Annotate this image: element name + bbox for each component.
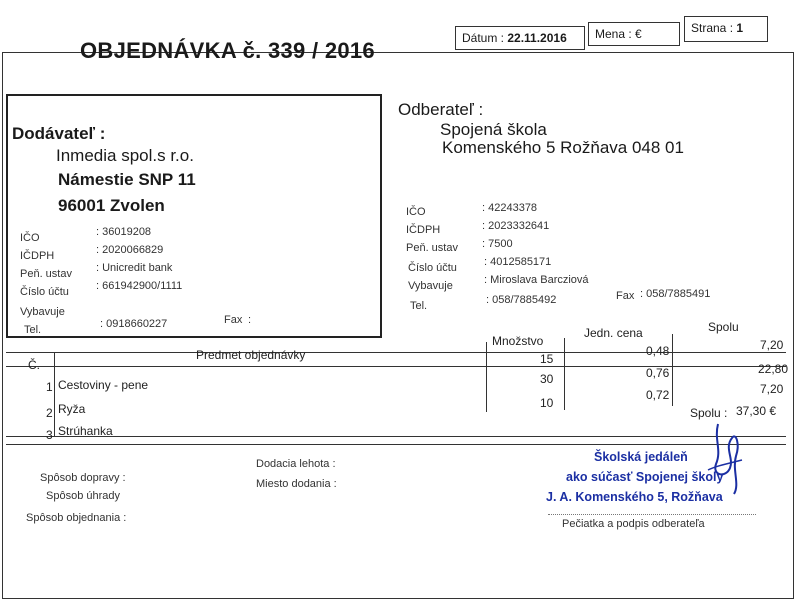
supplier-city: 96001 Zvolen <box>58 196 165 215</box>
date-box <box>455 26 585 50</box>
delivery-term-label: Dodacia lehota : <box>256 458 336 470</box>
supplier-name: Inmedia spol.s r.o. <box>56 146 194 165</box>
supplier-icdph-label: IČDPH <box>20 250 55 262</box>
customer-icdph-label: IČDPH <box>406 224 441 236</box>
col-header-no: Č. <box>28 358 40 372</box>
row-3-price: 0,72 <box>646 388 670 402</box>
col-header-item: Predmet objednávky <box>196 348 306 362</box>
supplier-ico-label: IČO <box>20 232 40 244</box>
customer-bank-label: Peň. ustav <box>406 242 458 254</box>
supplier-heading: Dodávateľ : <box>12 124 106 143</box>
delivery-place-label: Miesto dodania : <box>256 478 337 490</box>
customer-fax-value: : 058/7885491 <box>640 288 711 300</box>
customer-tel-value: : 058/7885492 <box>486 294 557 306</box>
customer-heading: Odberateľ : <box>398 100 484 119</box>
col-price-divider <box>564 338 565 410</box>
row-3-item: Strúhanka <box>58 424 113 438</box>
row-1-qty: 15 <box>540 352 554 366</box>
signature-label: Pečiatka a podpis odberateľa <box>562 518 705 530</box>
stamp-line-3: J. A. Komenského 5, Rožňava <box>546 490 723 504</box>
row-1-item: Cestoviny - pene <box>58 378 149 392</box>
row-1-price: 0,48 <box>646 344 670 358</box>
supplier-account-value: : 661942900/1111 <box>96 280 183 292</box>
supplier-ico-value: : 36019208 <box>96 226 152 238</box>
table-footer-rule <box>6 444 786 445</box>
stamp-line-1: Školská jedáleň <box>594 450 688 464</box>
supplier-tel-value: : 0918660227 <box>100 318 168 330</box>
customer-fax-label: Fax <box>616 290 635 302</box>
currency-label: Mena : <box>595 27 632 41</box>
customer-address: Komenského 5 Rožňava 048 01 <box>442 138 684 157</box>
supplier-account-label: Číslo účtu <box>20 286 69 298</box>
customer-contact-value: : Miroslava Barcziová <box>484 274 589 286</box>
row-2-qty: 30 <box>540 372 554 386</box>
transport-label: Spôsob dopravy : <box>40 472 126 484</box>
supplier-bank-value: : Unicredit bank <box>96 262 173 274</box>
customer-ico-label: IČO <box>406 206 426 218</box>
date-label: Dátum : <box>462 31 505 45</box>
page-value: 1 <box>736 21 744 35</box>
page-box <box>684 16 768 42</box>
supplier-contact-label: Vybavuje <box>20 306 65 318</box>
row-2-total: 22,80 <box>758 362 789 376</box>
customer-tel-label: Tel. <box>410 300 428 312</box>
col-header-price: Jedn. cena <box>584 326 643 340</box>
sum-value: 37,30 € <box>736 404 777 418</box>
table-bottom-rule <box>6 436 786 437</box>
order-method-label: Spôsob objednania : <box>26 512 127 524</box>
col-total-divider <box>672 334 673 406</box>
col-no-divider <box>54 352 55 436</box>
customer-name: Spojená škola <box>440 120 547 139</box>
row-3-qty: 10 <box>540 396 554 410</box>
handwritten-signature <box>696 420 756 500</box>
page-label: Strana : <box>691 21 734 35</box>
signature-line <box>548 514 756 515</box>
supplier-icdph-value: : 2020066829 <box>96 244 164 256</box>
supplier-bank-label: Peň. ustav <box>20 268 72 280</box>
col-header-qty: Množstvo <box>492 334 544 348</box>
stamp-line-2: ako súčasť Spojenej školy <box>566 470 724 484</box>
row-1-no: 1 <box>46 380 53 394</box>
col-header-total: Spolu <box>708 320 739 334</box>
sum-label: Spolu : <box>690 406 728 420</box>
order-title: OBJEDNÁVKA č. 339 / 2016 <box>80 38 375 63</box>
row-3-total: 7,20 <box>760 382 784 396</box>
row-2-item: Ryža <box>58 402 86 416</box>
customer-bank-value: : 7500 <box>482 238 513 250</box>
row-2-price: 0,76 <box>646 366 670 380</box>
customer-ico-value: : 42243378 <box>482 202 538 214</box>
currency-box <box>588 22 680 46</box>
customer-contact-label: Vybavuje <box>408 280 453 292</box>
col-qty-divider <box>486 342 487 412</box>
customer-icdph-value: : 2023332641 <box>482 220 550 232</box>
row-2-no: 2 <box>46 406 53 420</box>
payment-label: Spôsob úhrady <box>46 490 120 502</box>
date-value: 22.11.2016 <box>507 31 567 45</box>
supplier-tel-label: Tel. <box>24 324 42 336</box>
supplier-fax-value: : <box>248 314 252 326</box>
customer-account-label: Číslo účtu <box>408 262 457 274</box>
currency-value: € <box>635 27 642 41</box>
supplier-street: Námestie SNP 11 <box>58 170 196 189</box>
customer-account-value: : 4012585171 <box>484 256 552 268</box>
row-3-no: 3 <box>46 428 53 442</box>
row-1-total: 7,20 <box>760 338 784 352</box>
supplier-fax-label: Fax <box>224 314 243 326</box>
